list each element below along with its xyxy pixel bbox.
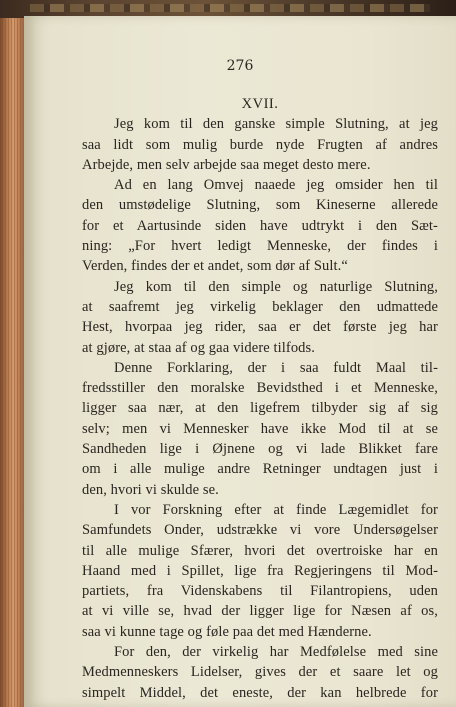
text-line: Hest, hvorpaa jeg rider, saa er det første jeg har (82, 319, 438, 336)
page-number: 276 (226, 58, 254, 74)
body-text (82, 94, 438, 703)
book-page-edge-lines (2, 18, 22, 707)
text-line: Sandheden lige i Øjnene og vi lade Blikket fare (82, 441, 438, 458)
text-line: til alle mulige Sfærer, hvori det overtroiske har en (82, 542, 438, 559)
text-line: at gjøre, at staa af og gaa videre tilfods. (82, 339, 315, 356)
text-line: den umstødelige Slutning, som Kineserne allerede (82, 197, 438, 214)
book-top-edge-pattern (30, 4, 430, 12)
text-line: om i alle mulige andre Retninger undtagen just i (82, 461, 438, 478)
text-line: Denne Forklaring, der i saa fuldt Maal til- (114, 359, 438, 376)
text-line: Ad en lang Omvej naaede jeg omsider hen til (114, 177, 438, 194)
text-line: for et Aartusinde siden have udtrykt i den Sæt- (82, 217, 438, 234)
text-line: den, hvori vi skulde se. (82, 481, 219, 498)
text-line: simpelt Middel, det eneste, der kan helbrede for (82, 684, 438, 701)
text-line: Jeg kom til den simple og naturlige Slutning, (114, 278, 438, 295)
text-lines (82, 114, 438, 703)
text-line: Verden, findes der et andet, som dør af Sult.“ (82, 258, 348, 275)
text-line: Medmenneskers Lidelser, gives der et saare let og (82, 664, 438, 681)
text-line: fredsstiller den moralske Bevidsthed i et Menneske, (82, 380, 438, 397)
text-line: Haand med i Spillet, lige fra Regjeringens til Mod- (82, 562, 438, 579)
text-line: Arbejde, men selv arbejde saa meget desto mere. (82, 156, 371, 173)
text-line: ligger saa nær, at den ligefrem tilbyder sig af sig (82, 400, 438, 417)
text-line: ning: „For hvert ledigt Menneske, der findes i (82, 238, 438, 255)
text-line: I vor Forskning efter at finde Lægemidlet for (114, 501, 438, 518)
text-line: Samfundets Onder, udstrække vi vore Undersøgelser (82, 522, 438, 539)
text-line: at saafremt jeg virkelig beklager den udmattede (82, 298, 438, 315)
text-line: selv; men vi Mennesker have ikke Mod til at se (82, 420, 438, 437)
text-line: Jeg kom til den ganske simple Slutning, at jeg (114, 116, 438, 133)
text-line: saa lidt som mulig burde nyde Frugten af andres (82, 136, 438, 153)
text-line: saa vi kunne tage og føle paa det med Hænderne. (82, 623, 372, 640)
chapter-title: XVII. (241, 96, 279, 112)
text-line: at vi ville se, hvad der ligger lige for Næsen af os, (82, 603, 438, 620)
text-line: partiets, fra Videnskabens til Filantropiens, uden (82, 583, 438, 600)
text-line: For den, der virkelig har Medfølelse med sine (114, 644, 438, 661)
book-page (24, 16, 456, 707)
